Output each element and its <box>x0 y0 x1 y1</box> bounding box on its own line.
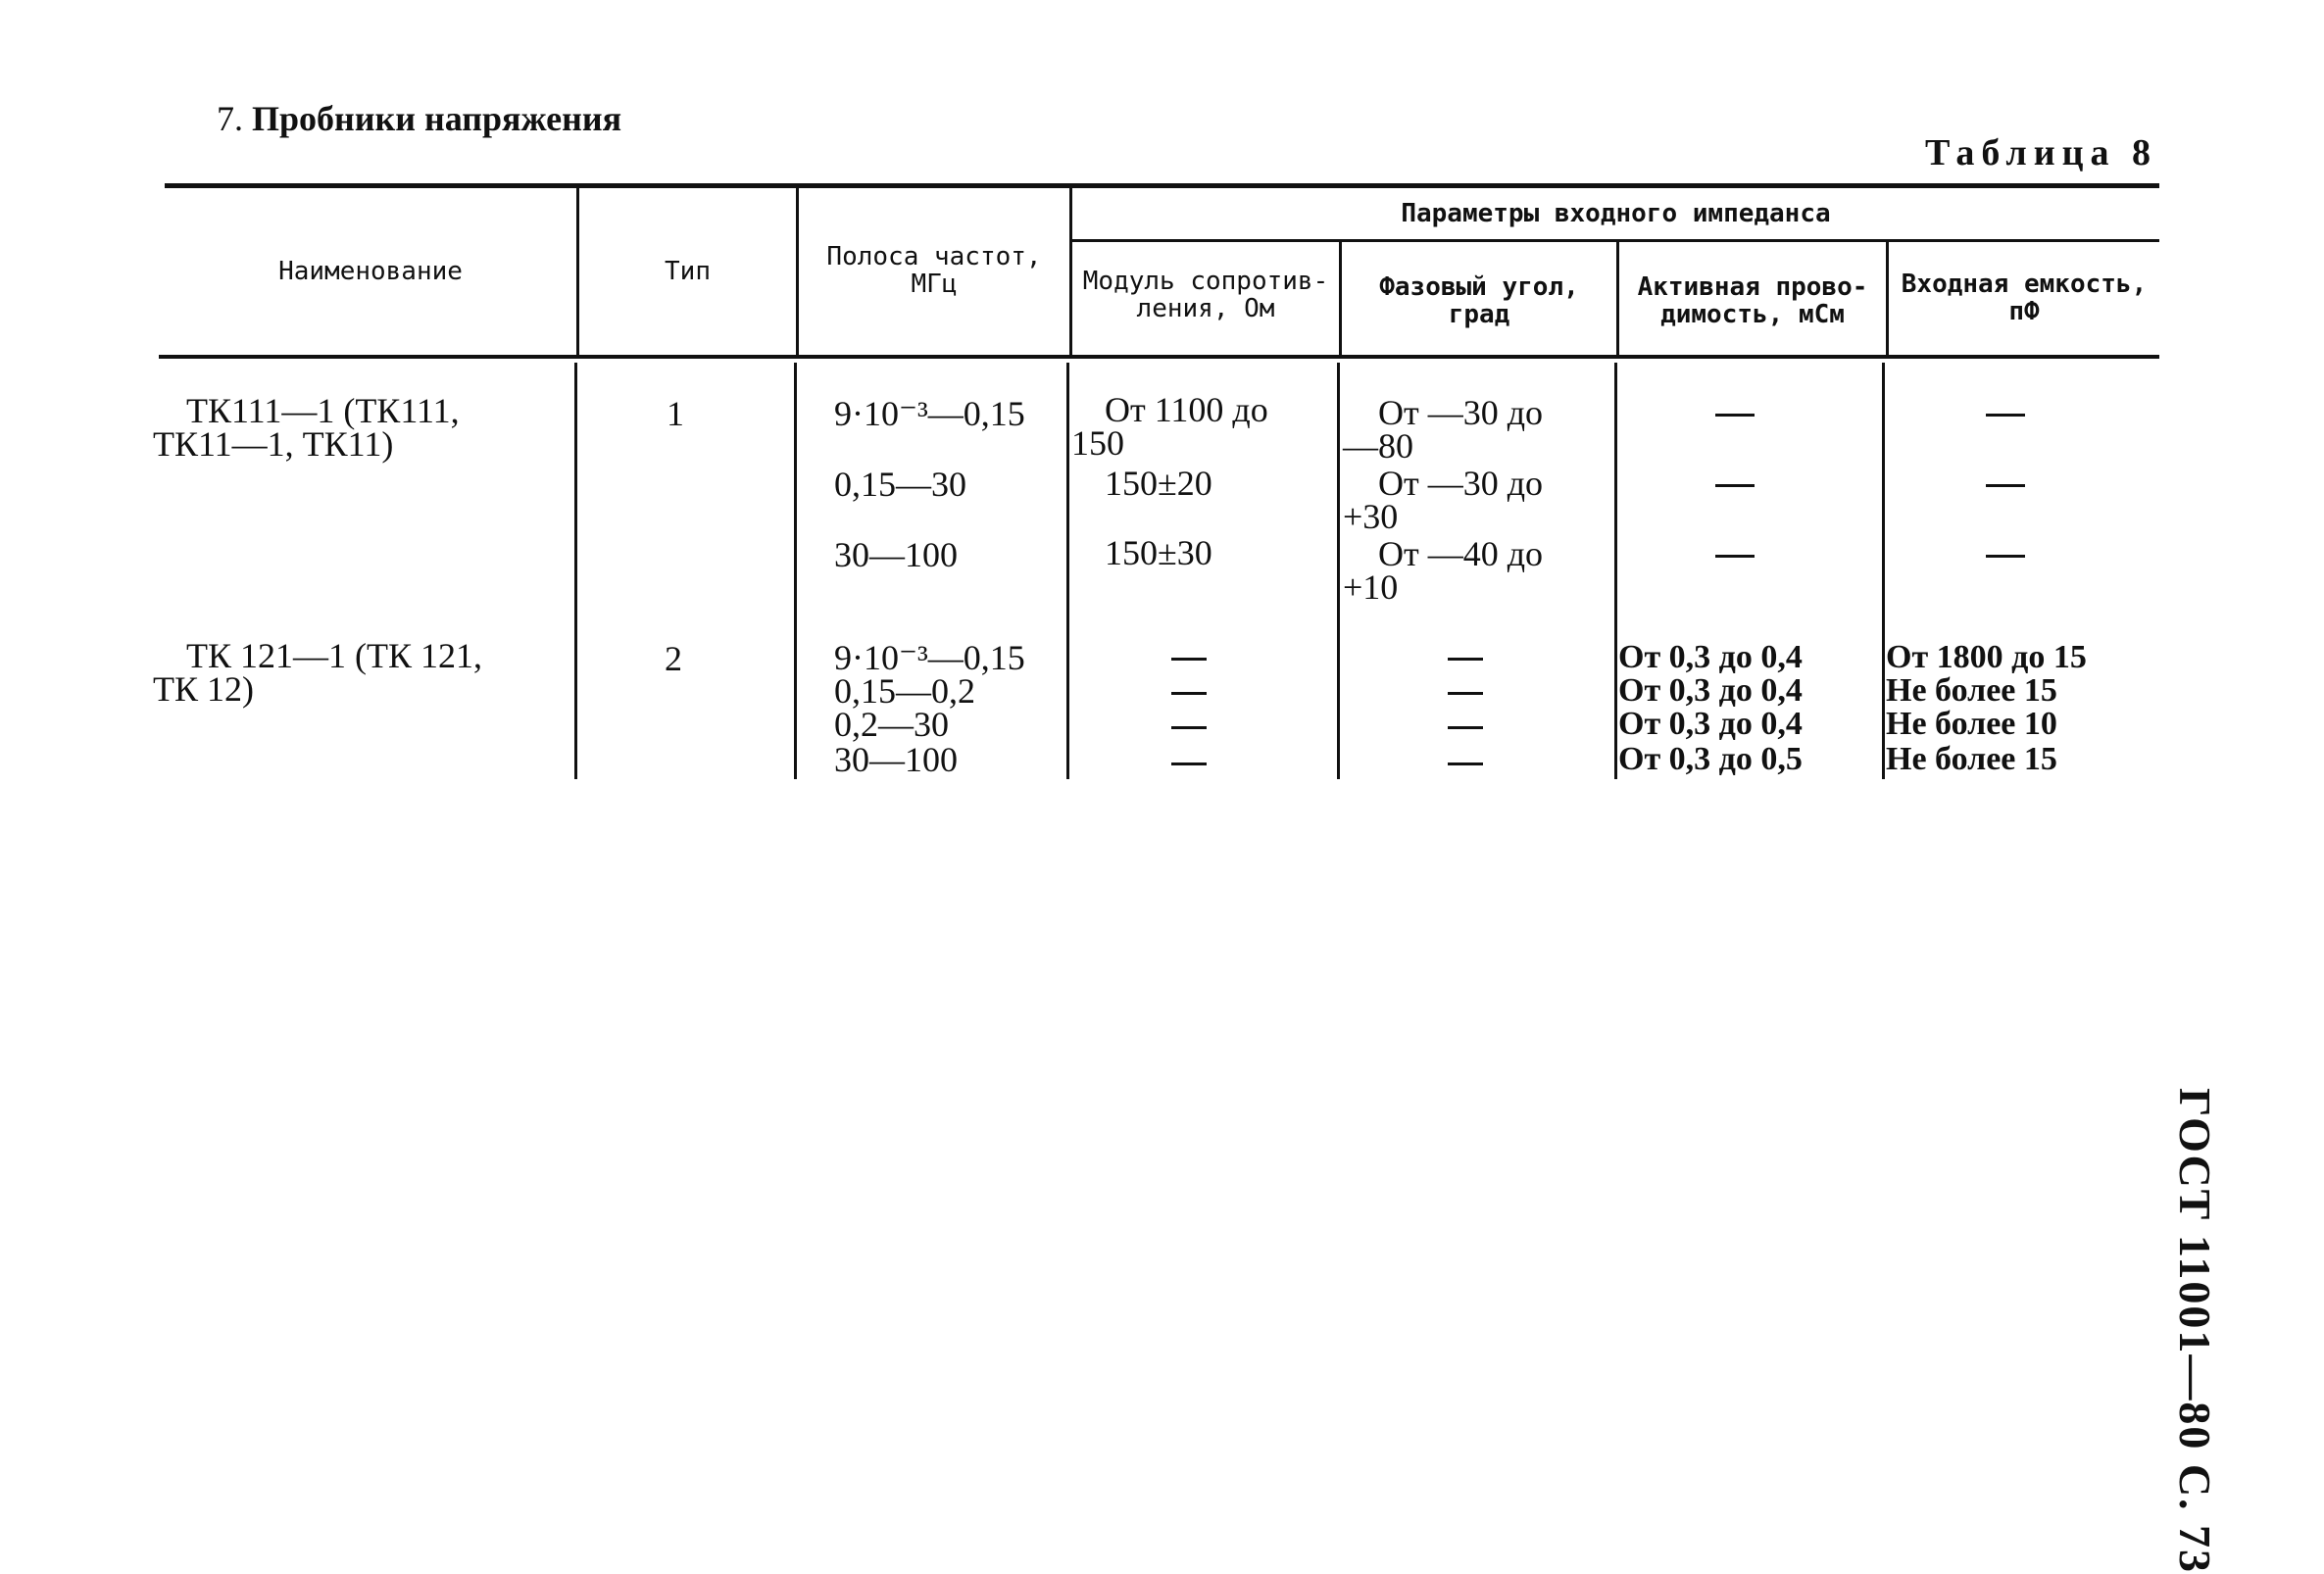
row2-conductance-3: От 0,3 до 0,4 <box>1618 706 1803 742</box>
row1-modulus-1: От 1100 до 150 <box>1071 390 1268 463</box>
row1-band-1: 9·10⁻³—0,15 <box>834 394 1025 433</box>
row2-band-4: 30—100 <box>834 740 958 779</box>
row1-capacitance-1 <box>1986 414 2025 417</box>
group-header-rule <box>1071 239 2159 242</box>
header-capacitance: Входная емкость, пФ <box>1901 270 2148 326</box>
col-divider-6-body <box>1882 363 1885 779</box>
row2-capacitance-3: Не более 10 <box>1886 706 2057 742</box>
section-title-text: Пробники напряжения <box>252 99 622 138</box>
row2-phase-1 <box>1448 658 1483 661</box>
header-conductance: Активная прово- димость, мСм <box>1637 272 1868 329</box>
row2-phase-3 <box>1448 726 1483 729</box>
col-divider-4-body <box>1337 363 1340 779</box>
table-top-rule <box>165 183 2159 188</box>
col-divider-2-body <box>794 363 797 779</box>
row1-capacitance-3 <box>1986 555 2025 558</box>
section-number: 7. <box>217 99 243 138</box>
row1-phase-1: От —30 до —80 <box>1343 393 1544 466</box>
row1-modulus-2: 150±20 <box>1105 464 1212 503</box>
row1-name: ТК111—1 (ТК111, ТК11—1, ТК11) <box>153 391 460 464</box>
row2-band-2: 0,15—0,2 <box>834 671 975 711</box>
header-bottom-rule <box>159 355 2159 359</box>
row2-phase-2 <box>1448 692 1483 695</box>
header-band: Полоса частот, МГц <box>826 242 1042 299</box>
section-title <box>217 98 621 139</box>
col-divider-3-body <box>1066 363 1069 779</box>
header-type: Тип <box>665 257 711 286</box>
row2-band-1: 9·10⁻³—0,15 <box>834 638 1025 677</box>
row2-conductance-2: От 0,3 до 0,4 <box>1618 672 1803 709</box>
header-impedance-group: Параметры входного импеданса <box>1401 199 1831 228</box>
row1-band-2: 0,15—30 <box>834 465 966 504</box>
row1-band-3: 30—100 <box>834 535 958 574</box>
row1-conductance-3 <box>1715 555 1755 558</box>
row1-modulus-3: 150±30 <box>1105 533 1212 572</box>
row1-conductance-1 <box>1715 414 1755 417</box>
row2-conductance-4: От 0,3 до 0,5 <box>1618 741 1803 777</box>
row1-phase-2: От —30 до +30 <box>1343 464 1544 536</box>
table-label: Таблица 8 <box>1924 132 2157 173</box>
row1-type: 1 <box>667 394 684 433</box>
col-divider-1-body <box>574 363 577 779</box>
header-name: Наименование <box>278 257 463 286</box>
row2-type: 2 <box>665 639 682 678</box>
row2-modulus-3 <box>1171 726 1207 729</box>
row2-modulus-1 <box>1171 658 1207 661</box>
header-modulus: Модуль сопротив- ления, Ом <box>1082 267 1329 323</box>
col-divider-5-body <box>1614 363 1617 779</box>
row2-capacitance-2: Не более 15 <box>1886 672 2057 709</box>
row2-name: ТК 121—1 (ТК 121, ТК 12) <box>153 636 482 709</box>
row2-modulus-4 <box>1171 762 1207 765</box>
row1-capacitance-2 <box>1986 484 2025 487</box>
side-stamp: ГОСТ 11001—80 С. 73 <box>2170 1088 2220 1574</box>
row2-phase-4 <box>1448 762 1483 765</box>
row2-conductance-1: От 0,3 до 0,4 <box>1618 639 1803 675</box>
row2-capacitance-4: Не более 15 <box>1886 741 2057 777</box>
row1-conductance-2 <box>1715 484 1755 487</box>
row2-band-3: 0,2—30 <box>834 705 949 744</box>
row1-phase-3: От —40 до +10 <box>1343 534 1544 607</box>
header-phase: Фазовый угол, град <box>1379 272 1579 329</box>
row2-modulus-2 <box>1171 692 1207 695</box>
row2-capacitance-1: От 1800 до 15 <box>1886 639 2087 675</box>
